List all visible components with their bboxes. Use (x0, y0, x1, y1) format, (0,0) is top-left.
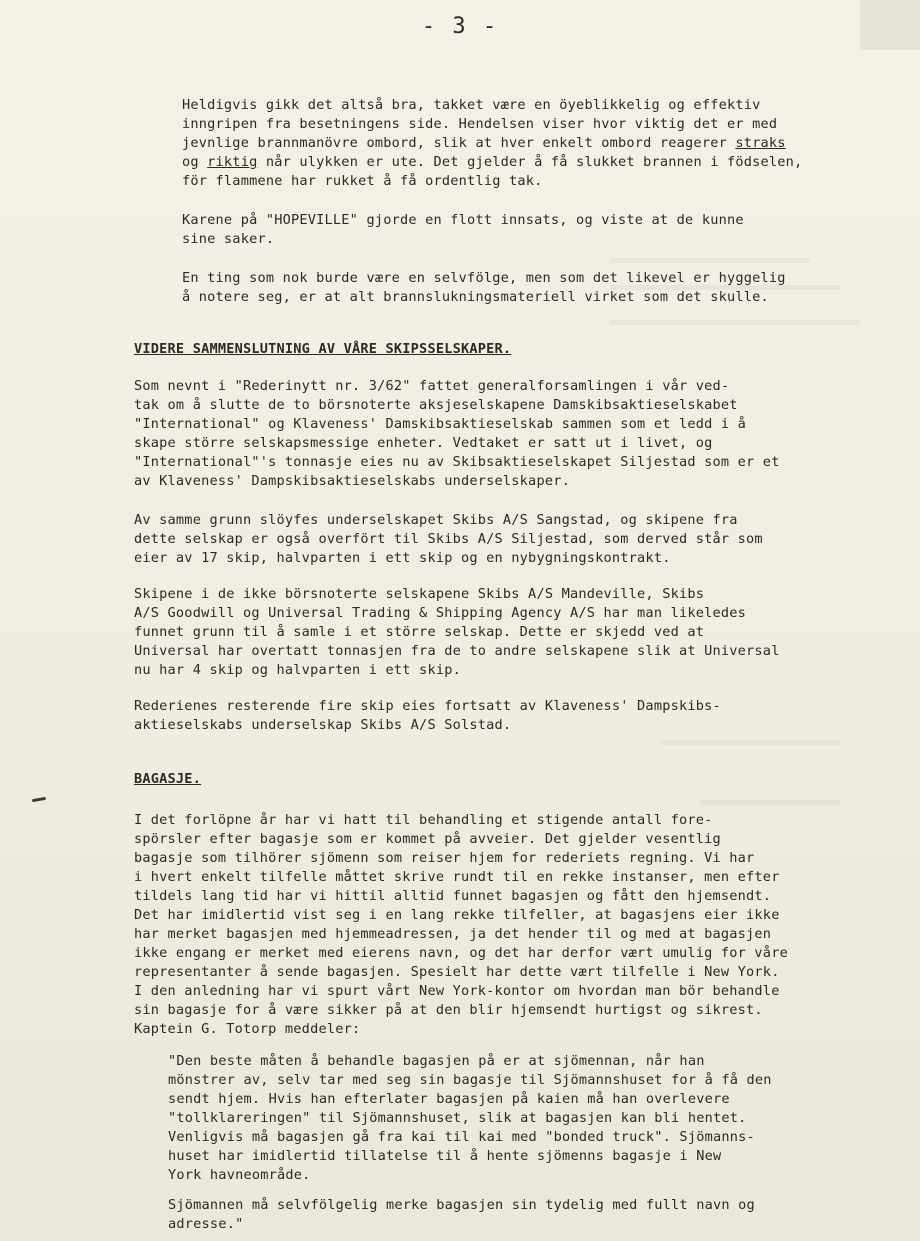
p6-line-2: A/S Goodwill og Universal Trading & Shipping Agency A/S har man likeledes (134, 605, 747, 621)
p1-line-5: för flammene har rukket å få ordentlig tak. (182, 173, 543, 189)
quote-labeling (168, 1196, 755, 1234)
paragraph-solstad (134, 697, 721, 735)
page-number: - 3 - (421, 14, 499, 39)
p1-line-4b: når ulykken er ute. Det gjelder å få slukket brannen i födselen, (257, 154, 803, 170)
p8-line-5: tildels lang tid har vi hittil alltid funnet bagasjen og fått den hjemsendt. (134, 888, 772, 904)
p6-line-4: Universal har overtatt tonnasjen fra de to andre selskapene slik at Universal (134, 643, 780, 659)
quote-instructions (168, 1052, 772, 1185)
p8-line-9: representanter å sende bagasjen. Spesielt har dette vært tilfelle i New York. (134, 964, 780, 980)
paragraph-luggage (134, 811, 788, 1039)
p8-line-4: i hvert enkelt tilfelle måttet skrive rundt til en rekke instanser, men efter (134, 869, 780, 885)
p4-line-3: "International" og Klaveness' Damskibsaktieselskab sammen som et ledd i å (134, 416, 747, 432)
p5-line-1: Av samme grunn slöyfes underselskapet Skibs A/S Sangstad, og skipene fra (134, 512, 738, 528)
p5-line-2: dette selskap er også overfört til Skibs A/S Siljestad, som derved står som (134, 531, 763, 547)
p8-line-11: sin bagasje for å være sikker på at den blir hjemsendt hurtigst og sikrest. (134, 1002, 763, 1018)
p8-line-6: Det har imidlertid vist seg i en lang rekke tilfeller, at bagasjens eier ikke (134, 907, 780, 923)
paragraph-equipment (182, 269, 786, 307)
p6-line-5: nu har 4 skip og halvparten i ett skip. (134, 662, 461, 678)
p8-line-1: I det forlöpne år har vi hatt til behandling et stigende antall fore- (134, 812, 713, 828)
q1-line-2: mönstrer av, selv tar med seg sin bagasje til Sjömannshuset for å få den (168, 1072, 772, 1088)
q2-line-2: adresse." (168, 1216, 244, 1232)
paragraph-merger-decision (134, 377, 780, 491)
p8-line-12: Kaptein G. Totorp meddeler: (134, 1021, 361, 1037)
p1-straks: straks (735, 135, 786, 151)
p4-line-2: tak om å slutte de to börsnoterte aksjeselskapene Damskibsaktieselskabet (134, 397, 738, 413)
p6-line-1: Skipene i de ikke börsnoterte selskapene Skibs A/S Mandeville, Skibs (134, 586, 705, 602)
q1-line-1: "Den beste måten å behandle bagasjen på er at sjömennan, når han (168, 1053, 705, 1069)
p8-line-7: har merket bagasjen med hjemmeadressen, ja det hender til og med at bagasjen (134, 926, 772, 942)
p2-line-1: Karene på "HOPEVILLE" gjorde en flott innsats, og viste at de kunne (182, 212, 744, 228)
margin-dash-mark (32, 797, 46, 802)
p8-line-8: ikke engang er merket med eierens navn, og det har derfor vært umulig for våre (134, 945, 788, 961)
heading-bagasje: BAGASJE. (134, 771, 202, 787)
paragraph-universal (134, 585, 780, 680)
p4-line-5: "International"'s tonnasje eies nu av Skibsaktieselskapet Siljestad som er et (134, 454, 780, 470)
p1-line-3: jevnlige brannmanövre ombord, slik at hver enkelt ombord reagerer (182, 135, 736, 151)
q1-line-6: huset har imidlertid tillatelse til å hente sjömenns bagasje i New (168, 1148, 722, 1164)
paragraph-sangstad (134, 511, 763, 568)
p3-line-1: En ting som nok burde være en selvfölge, men som det likevel er hyggelig (182, 270, 786, 286)
paragraph-fire-response (182, 96, 802, 191)
p6-line-3: funnet grunn til å samle i et större selskap. Dette er skjedd ved at (134, 624, 705, 640)
p3-line-2: å notere seg, er at alt brannslukningsmateriell virket som det skulle. (182, 289, 769, 305)
p4-line-6: av Klaveness' Dampskibsaktieselskabs underselskaper. (134, 473, 570, 489)
p4-line-4: skape större selskapsmessige enheter. Vedtaket er satt ut i livet, og (134, 435, 713, 451)
p5-line-3: eier av 17 skip, halvparten i ett skip og en nybygningskontrakt. (134, 550, 671, 566)
p1-line-4a: og (182, 154, 208, 170)
q1-line-3: sendt hjem. Hvis han efterlater bagasjen på kaien må han overlevere (168, 1091, 730, 1107)
p1-riktig: riktig (207, 154, 258, 170)
p8-line-10: I den anledning har vi spurt vårt New York-kontor om hvordan man bör behandle (134, 983, 780, 999)
p1-line-1: Heldigvis gikk det altså bra, takket være en öyeblikkelig og effektiv (182, 97, 761, 113)
q2-line-1: Sjömannen må selvfölgelig merke bagasjen sin tydelig med fullt navn og (168, 1197, 755, 1213)
heading-merger: VIDERE SAMMENSLUTNING AV VÅRE SKIPSSELSKAPER. (134, 341, 512, 357)
p8-line-2: spörsler efter bagasje som er kommet på avveier. Det gjelder vesentlig (134, 831, 721, 847)
q1-line-7: York havneområde. (168, 1167, 311, 1183)
p7-line-2: aktieselskabs underselskap Skibs A/S Solstad. (134, 717, 512, 733)
q1-line-4: "tollklareringen" til Sjömannshuset, slik at bagasjen kan bli hentet. (168, 1110, 747, 1126)
p2-line-2: sine saker. (182, 231, 275, 247)
p8-line-3: bagasje som tilhörer sjömenn som reiser hjem for rederiets regning. Vi har (134, 850, 755, 866)
p1-line-2: inngripen fra besetningens side. Hendelsen viser hvor viktig det er med (182, 116, 778, 132)
q1-line-5: Venligvis må bagasjen gå fra kai til kai med "bonded truck". Sjömanns- (168, 1129, 755, 1145)
p7-line-1: Rederienes resterende fire skip eies fortsatt av Klaveness' Dampskibs- (134, 698, 721, 714)
paragraph-hopeville (182, 211, 744, 249)
p4-line-1: Som nevnt i "Rederinytt nr. 3/62" fattet generalforsamlingen i vår ved- (134, 378, 730, 394)
